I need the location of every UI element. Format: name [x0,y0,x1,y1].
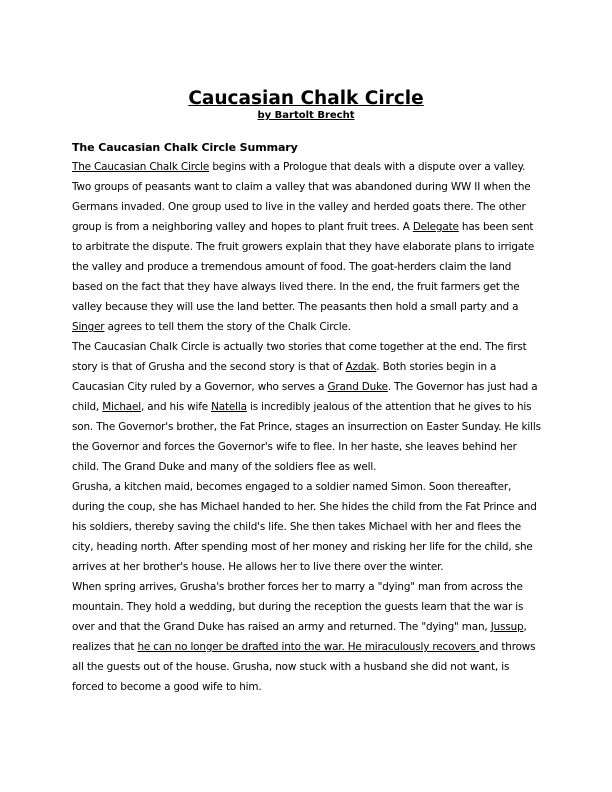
underlined-text: Azdak [345,361,377,373]
underlined-text: Natella [211,401,247,413]
text-run: has been sent to arbitrate the dispute. The fruit growers explain that they have elaborate plans to irrigate the valley and produce a tremendous amount of food. The goat-herders claim the land based on the fact that they have always lived there. In the end, the fruit farmers get the valley because they will use the land better. The peasants then hold a small party and a [72,221,535,313]
paragraph-4 [72,577,542,697]
text-run: begins with a Prologue that deals with a dispute over a valley. Two groups of peasants want to claim a valley that was abandoned during WW II when the Germans invaded. One group used to live in the valley and herded goats there. The other group is from a neighboring valley and hopes to plant fruit trees. A [72,161,531,233]
text-run: . The Governor has just had a child, [72,381,538,413]
paragraph-2 [72,337,542,477]
document-body [72,141,542,697]
text-run: agrees to tell them the story of the Chalk Circle. [104,321,351,333]
paragraph-3 [72,477,542,577]
underlined-text: Grand Duke [327,381,388,393]
text-run: , and his wife [140,401,212,413]
title-block [0,88,612,121]
underlined-text: The Caucasian Chalk Circle [72,161,210,173]
underlined-text: Michael [102,401,141,413]
text-run: Grusha, a kitchen maid, becomes engaged to a soldier named Simon. Soon thereafter, during the coup, she has Michael handed to her. She hides the child from the Fat Prince and his soldiers, thereby saving the child's life. She then takes Michael with her and flees the city, heading north. After spending most of her money and risking her life for the child, she arrives at her brother's house. He allows her to live there over the winter. [72,481,537,573]
text-run: When spring arrives, Grusha's brother forces her to marry a "dying" man from across the mountain. They hold a wedding, but during the reception the guests learn that the war is over and that the Grand Duke has raised an army and returned. The "dying" man, [72,581,524,633]
text-run: The Caucasian Chalk Circle is actually two stories that come together at the end. The first story is that of Grusha and the second story is that of [72,341,527,373]
text-run: , realizes that [72,621,527,653]
underlined-text: Delegate [412,221,459,233]
underlined-text: Singer [72,321,105,333]
text-run: . Both stories begin in a Caucasian City ruled by a Governor, who serves a [72,361,497,393]
underlined-text: he can no longer be drafted into the war. He miraculously recovers [137,641,480,653]
document-author: by Bartolt Brecht [257,110,355,121]
summary-heading: The Caucasian Chalk Circle Summary [72,141,298,154]
document-title: Caucasian Chalk Circle [188,88,424,109]
text-run: is incredibly jealous of the attention that he gives to his son. The Governor's brother, the Fat Prince, stages an insurrection on Easter Sunday. He kills the Governor and forces the Governor's wife to flee. In her haste, she leaves behind her child. The Grand Duke and many of the soldiers flee as well. [72,401,541,473]
paragraph-1 [72,157,542,337]
underlined-text: Jussup [490,621,524,633]
text-run: and throws all the guests out of the house. Grusha, now stuck with a husband she did not want, is forced to become a good wife to him. [72,641,536,693]
